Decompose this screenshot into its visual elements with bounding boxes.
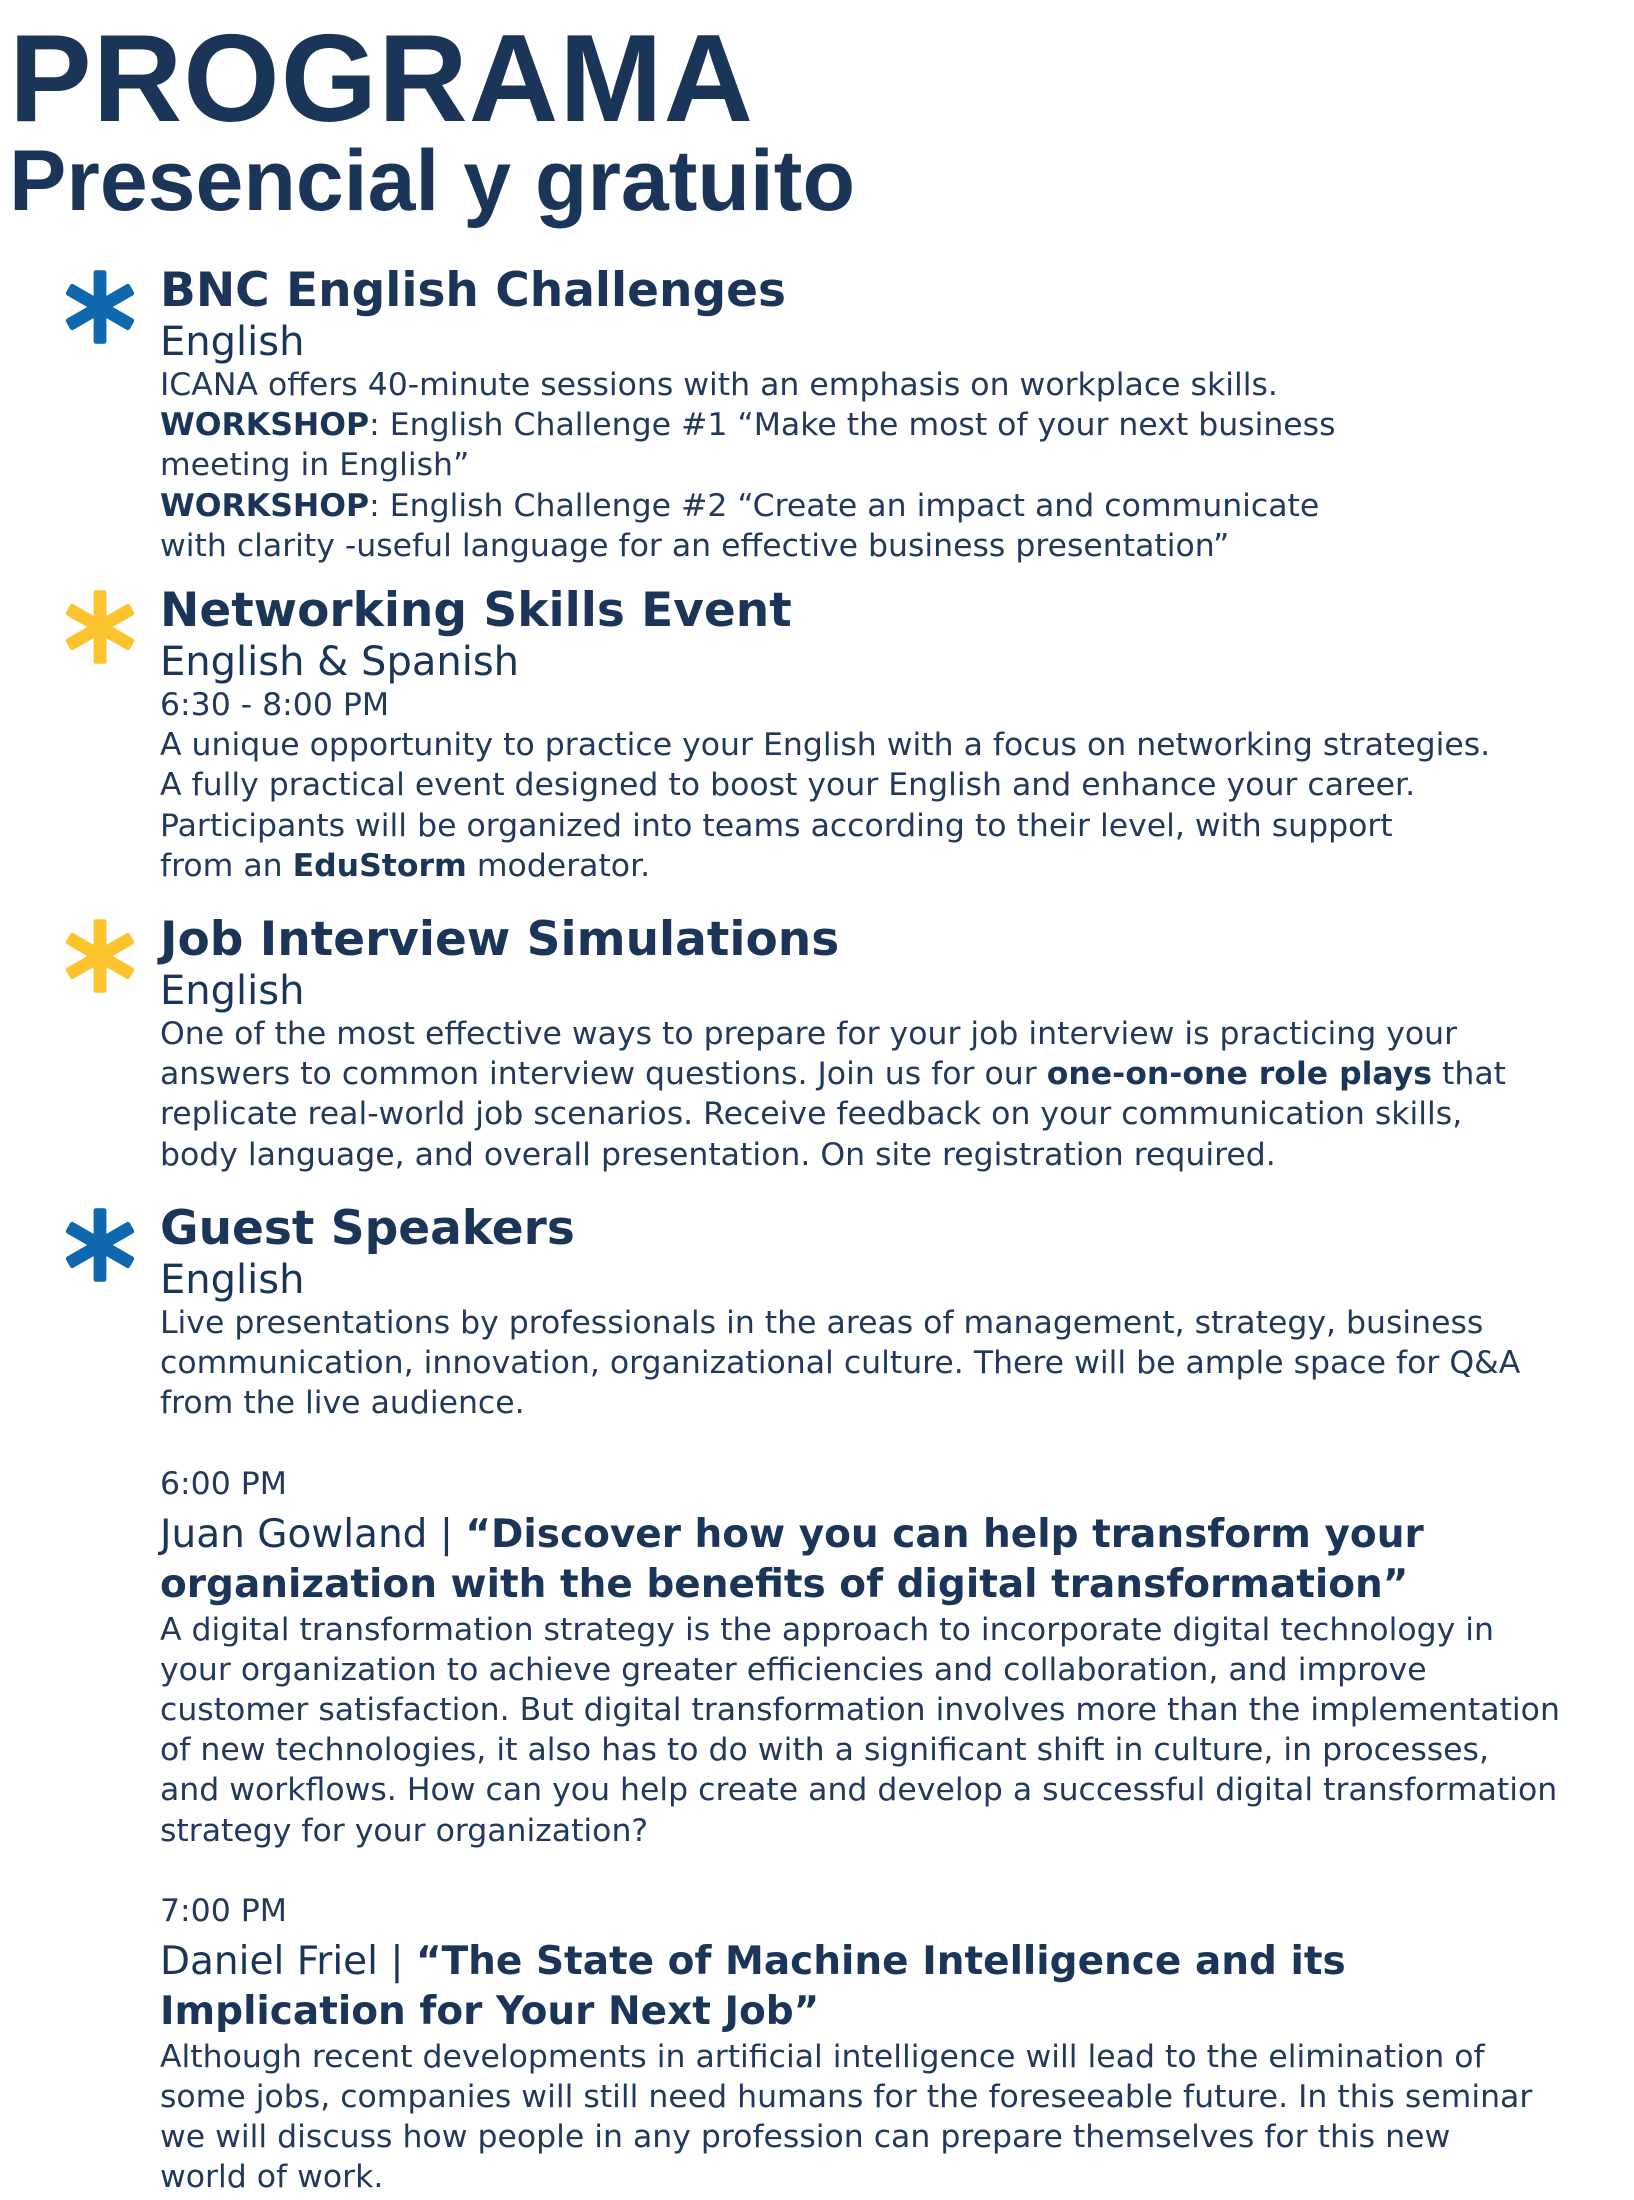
workshop-label: WORKSHOP <box>160 407 370 444</box>
section-heading: Networking Skills Event <box>160 583 792 638</box>
talk-description-line: of new technologies, it also has to do with a significant shift in culture, in processes, <box>160 1732 1489 1769</box>
text-fragment: that <box>1432 1056 1506 1093</box>
section-language: English <box>160 319 305 365</box>
description-line: communication, innovation, organizational culture. There will be ample space for Q&A <box>160 1345 1521 1382</box>
workshop-label: WORKSHOP <box>160 487 370 524</box>
section-heading: Guest Speakers <box>160 1201 575 1256</box>
section-networking-skills-event <box>60 583 1622 886</box>
talk-title: “Discover how you can help transform your <box>465 1511 1424 1557</box>
text-fragment: moderator. <box>466 847 651 884</box>
workshop-2-continued: with clarity -useful language for an effective business presentation” <box>160 527 1230 564</box>
section-language: English & Spanish <box>160 639 520 685</box>
asterisk-blue-icon <box>60 1205 140 1285</box>
section-heading: BNC English Challenges <box>160 263 786 318</box>
talk-description-line: Although recent developments in artificial intelligence will lead to the elimination of <box>160 2038 1485 2075</box>
description-line: A fully practical event designed to boost your English and enhance your career. <box>160 767 1416 804</box>
talk-time: 7:00 PM <box>160 1892 287 1929</box>
talk-description-line: we will discuss how people in any profession can prepare themselves for this new <box>160 2119 1451 2156</box>
section-guest-speakers <box>60 1201 1622 2198</box>
workshop-2 <box>160 486 1622 526</box>
talk-description-line: A digital transformation strategy is the approach to incorporate digital technology in <box>160 1611 1494 1648</box>
section-language: English <box>160 968 305 1014</box>
talk-time: 6:00 PM <box>160 1465 287 1502</box>
description-line: body language, and overall presentation. On site registration required. <box>160 1136 1276 1173</box>
workshop-1-continued: meeting in English” <box>160 447 470 484</box>
workshop-1-text: : English Challenge #1 “Make the most of your next business <box>369 407 1336 444</box>
description-line: One of the most effective ways to prepare for your job interview is practicing your <box>160 1016 1458 1052</box>
section-language: English <box>160 1257 305 1303</box>
talk-title: organization with the benefits of digital transformation” <box>160 1561 1409 1607</box>
speaker-name: Juan Gowland | <box>160 1511 466 1557</box>
talk-title-line <box>160 1510 1622 1560</box>
role-plays-highlight: one-on-one role plays <box>1046 1056 1432 1093</box>
talk-description-line: world of work. <box>160 2159 384 2196</box>
speaker-name: Daniel Friel | <box>160 1938 416 1984</box>
page-subtitle: Presencial y gratuito <box>9 133 855 229</box>
talk-description-line: your organization to achieve greater efficiencies and collaboration, and improve <box>160 1651 1427 1688</box>
talk-daniel-friel <box>160 1891 1622 2198</box>
description-line: from the live audience. <box>160 1385 525 1422</box>
talk-title: Implication for Your Next Job” <box>160 1988 820 2034</box>
talk-title-line <box>160 1987 1622 2037</box>
edustorm-brand: EduStorm <box>292 847 467 884</box>
description-line: Live presentations by professionals in the areas of management, strategy, business <box>160 1305 1484 1341</box>
talk-description-line: some jobs, companies will still need humans for the foreseeable future. In this seminar <box>160 2079 1533 2116</box>
asterisk-blue-icon <box>60 267 140 347</box>
section-heading: Job Interview Simulations <box>160 912 840 967</box>
description-line <box>160 1054 1622 1094</box>
section-intro: ICANA offers 40-minute sessions with an emphasis on workplace skills. <box>160 367 1278 403</box>
asterisk-yellow-icon <box>60 916 140 996</box>
workshop-1 <box>160 405 1622 445</box>
talk-title-line <box>160 1560 1622 1610</box>
description-line: Participants will be organized into teams according to their level, with support <box>160 807 1393 844</box>
description-line <box>160 846 1622 886</box>
text-fragment: from an <box>160 847 293 884</box>
section-time: 6:30 - 8:00 PM <box>160 687 390 723</box>
description-line: A unique opportunity to practice your English with a focus on networking strategies. <box>160 727 1491 764</box>
workshop-2-text: : English Challenge #2 “Create an impact and communicate <box>369 487 1320 524</box>
talk-description-line: and workflows. How can you help create and develop a successful digital transformation <box>160 1772 1558 1809</box>
talk-title-line <box>160 1937 1622 1987</box>
asterisk-yellow-icon <box>60 587 140 667</box>
text-fragment: answers to common interview questions. Join us for our <box>160 1056 1047 1093</box>
talk-description-line: customer satisfaction. But digital transformation involves more than the implementation <box>160 1692 1560 1729</box>
page-title: PROGRAMA <box>9 10 755 148</box>
section-job-interview-simulations <box>60 912 1622 1175</box>
talk-juan-gowland <box>160 1464 1622 1851</box>
description-line: replicate real-world job scenarios. Receive feedback on your communication skills, <box>160 1096 1463 1133</box>
section-bnc-english-challenges <box>60 263 1622 566</box>
talk-title: “The State of Machine Intelligence and its <box>415 1938 1346 1984</box>
talk-description-line: strategy for your organization? <box>160 1812 649 1849</box>
